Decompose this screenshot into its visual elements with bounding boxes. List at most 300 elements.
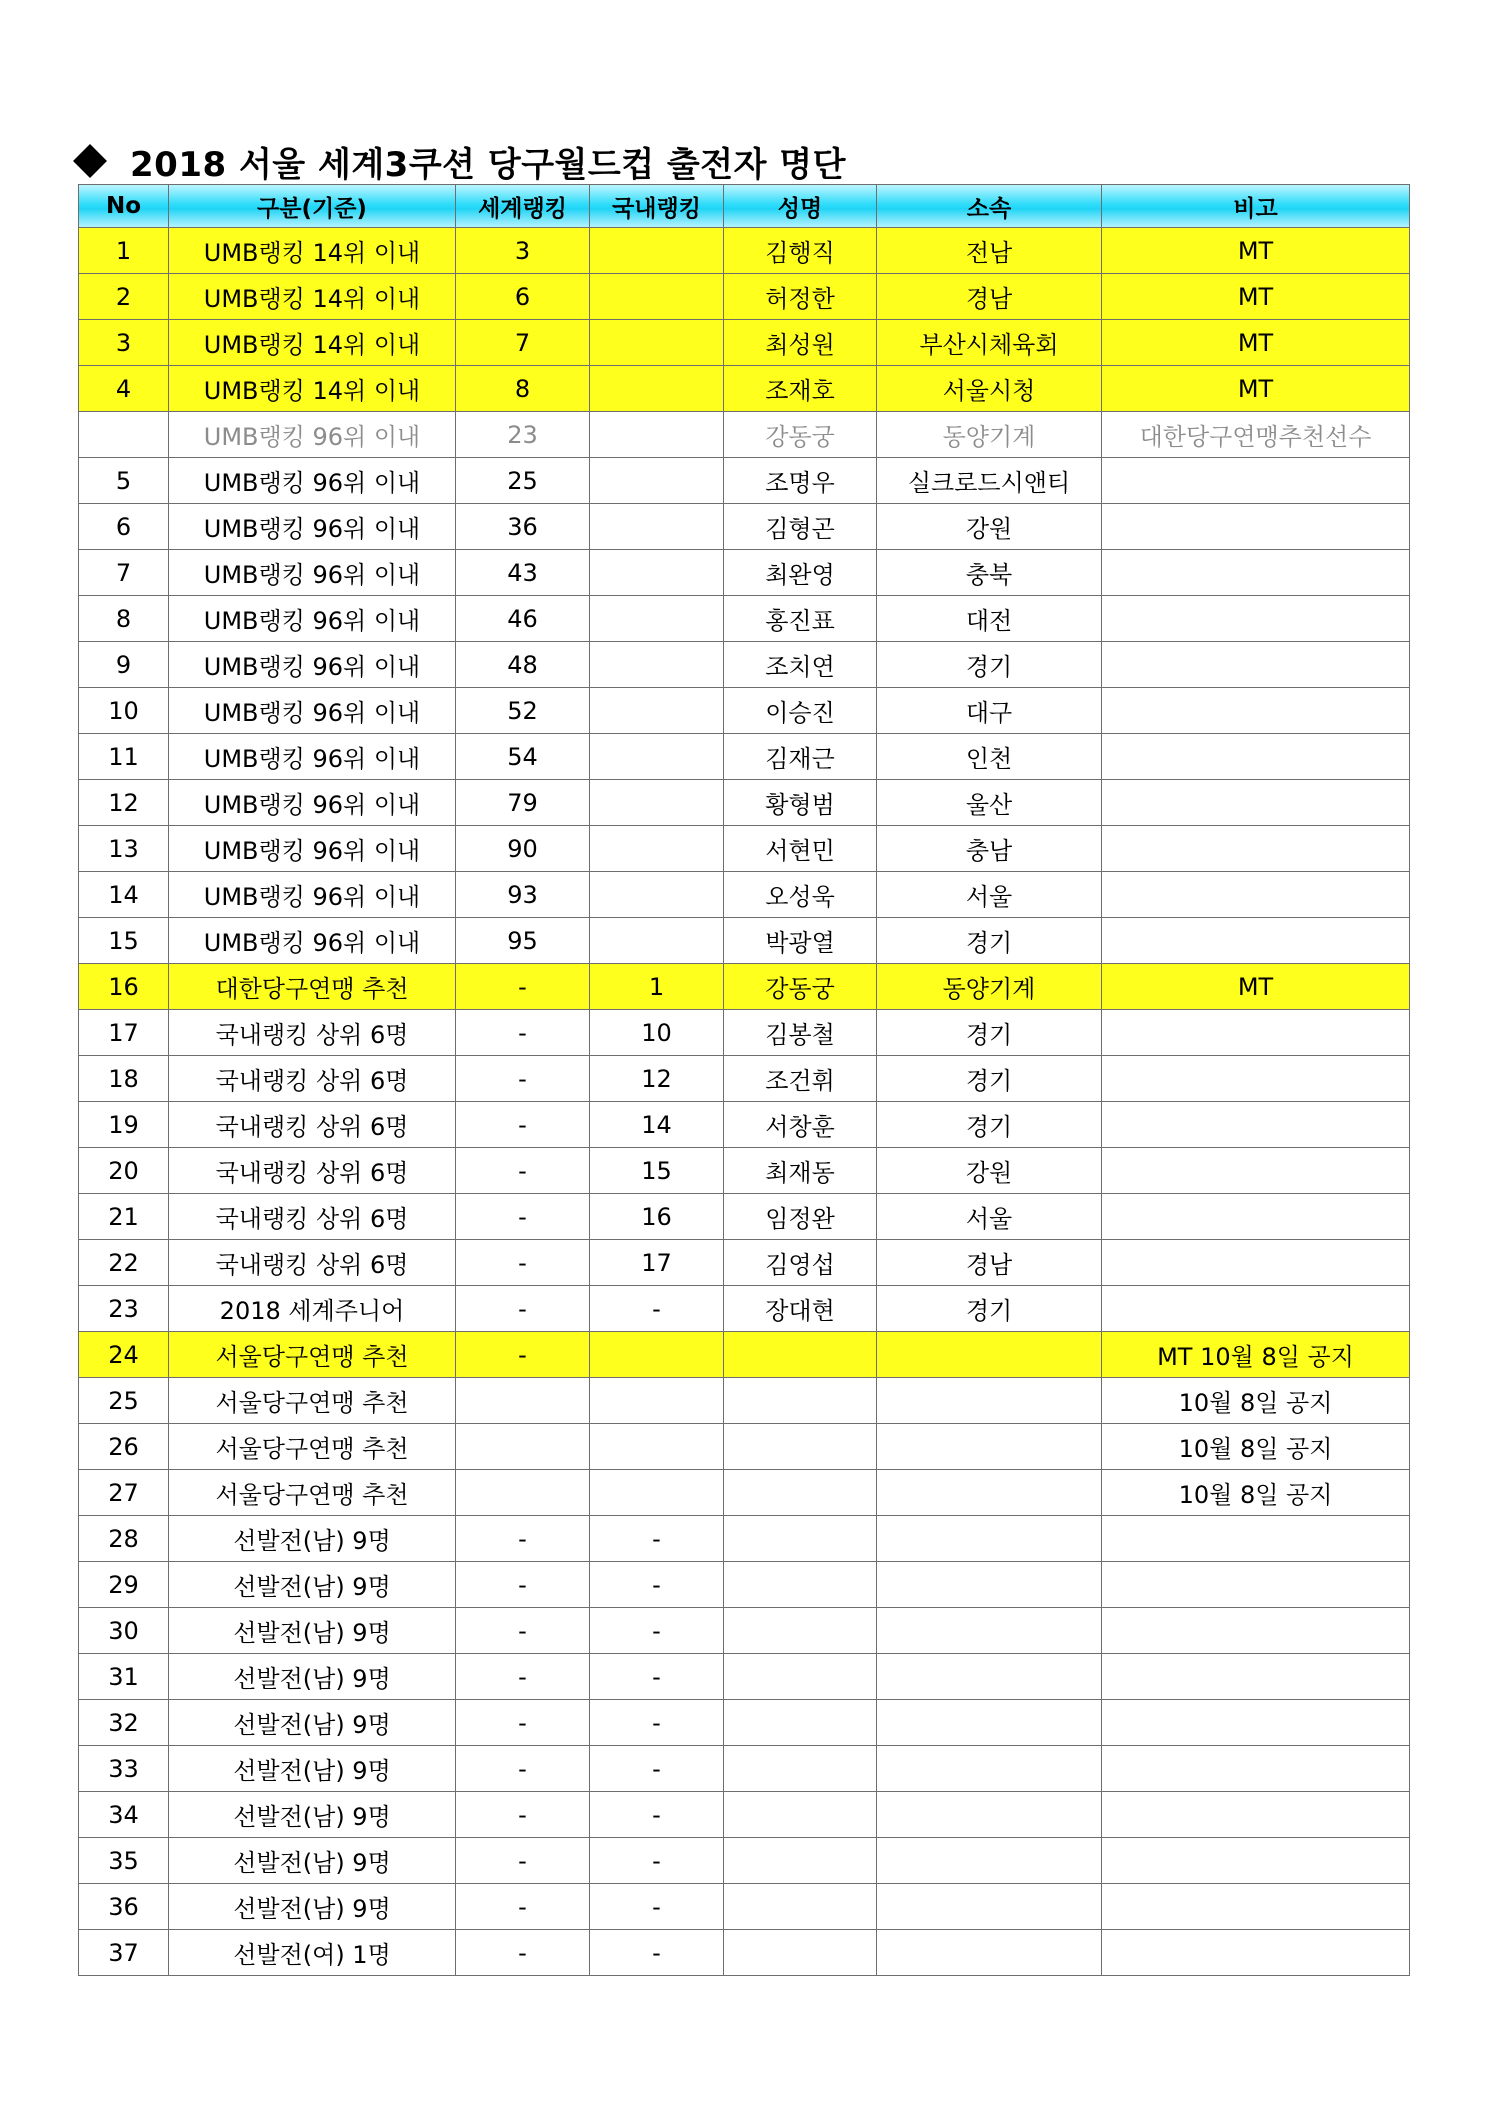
cell-no: 12 (79, 780, 169, 826)
cell-note (1102, 1562, 1410, 1608)
cell-world-rank: - (456, 1608, 590, 1654)
cell-no: 6 (79, 504, 169, 550)
cell-no: 31 (79, 1654, 169, 1700)
cell-national-rank (590, 228, 724, 274)
cell-note: 대한당구연맹추천선수 (1102, 412, 1410, 458)
cell-name: 오성욱 (724, 872, 877, 918)
cell-national-rank (590, 458, 724, 504)
cell-category: UMB랭킹 96위 이내 (169, 780, 456, 826)
col-header-national-rank: 국내랭킹 (590, 185, 724, 228)
cell-name: 서창훈 (724, 1102, 877, 1148)
cell-world-rank: 43 (456, 550, 590, 596)
cell-no: 26 (79, 1424, 169, 1470)
cell-name: 장대현 (724, 1286, 877, 1332)
cell-world-rank: 95 (456, 918, 590, 964)
cell-category: 서울당구연맹 추천 (169, 1332, 456, 1378)
table-row (79, 1102, 1410, 1148)
col-header-name: 성명 (724, 185, 877, 228)
cell-no: 23 (79, 1286, 169, 1332)
cell-club: 경기 (877, 918, 1102, 964)
cell-club (877, 1608, 1102, 1654)
cell-national-rank (590, 596, 724, 642)
cell-club: 동양기계 (877, 964, 1102, 1010)
cell-national-rank (590, 274, 724, 320)
cell-category: 선발전(남) 9명 (169, 1562, 456, 1608)
cell-world-rank: - (456, 1332, 590, 1378)
cell-category: UMB랭킹 14위 이내 (169, 228, 456, 274)
cell-world-rank: - (456, 1838, 590, 1884)
cell-name (724, 1424, 877, 1470)
cell-note (1102, 1792, 1410, 1838)
table-row (79, 412, 1410, 458)
cell-club: 대전 (877, 596, 1102, 642)
cell-no: 9 (79, 642, 169, 688)
cell-national-rank (590, 872, 724, 918)
cell-no: 4 (79, 366, 169, 412)
cell-name: 홍진표 (724, 596, 877, 642)
cell-category: 선발전(남) 9명 (169, 1884, 456, 1930)
cell-category: UMB랭킹 96위 이내 (169, 550, 456, 596)
cell-name (724, 1792, 877, 1838)
cell-world-rank: - (456, 1930, 590, 1976)
cell-category: 서울당구연맹 추천 (169, 1378, 456, 1424)
cell-note (1102, 1194, 1410, 1240)
cell-world-rank: 25 (456, 458, 590, 504)
cell-category: 선발전(여) 1명 (169, 1930, 456, 1976)
cell-category: 국내랭킹 상위 6명 (169, 1148, 456, 1194)
cell-world-rank (456, 1424, 590, 1470)
cell-name: 최성원 (724, 320, 877, 366)
cell-category: 선발전(남) 9명 (169, 1746, 456, 1792)
cell-club: 경남 (877, 1240, 1102, 1286)
table-row (79, 1516, 1410, 1562)
cell-club (877, 1884, 1102, 1930)
cell-no: 33 (79, 1746, 169, 1792)
cell-national-rank: - (590, 1286, 724, 1332)
cell-world-rank: - (456, 1102, 590, 1148)
cell-no: 22 (79, 1240, 169, 1286)
cell-name (724, 1884, 877, 1930)
cell-no (79, 412, 169, 458)
cell-category: 선발전(남) 9명 (169, 1654, 456, 1700)
cell-category: UMB랭킹 14위 이내 (169, 366, 456, 412)
cell-national-rank (590, 504, 724, 550)
cell-club (877, 1654, 1102, 1700)
cell-no: 24 (79, 1332, 169, 1378)
cell-no: 1 (79, 228, 169, 274)
cell-national-rank (590, 826, 724, 872)
table-row (79, 1286, 1410, 1332)
table-row (79, 1884, 1410, 1930)
table-row (79, 458, 1410, 504)
cell-no: 34 (79, 1792, 169, 1838)
cell-category: UMB랭킹 14위 이내 (169, 320, 456, 366)
col-header-note: 비고 (1102, 185, 1410, 228)
cell-no: 18 (79, 1056, 169, 1102)
cell-category: UMB랭킹 96위 이내 (169, 412, 456, 458)
table-row (79, 1930, 1410, 1976)
cell-national-rank: 14 (590, 1102, 724, 1148)
cell-note: MT (1102, 964, 1410, 1010)
cell-note (1102, 1240, 1410, 1286)
cell-name: 서현민 (724, 826, 877, 872)
cell-club (877, 1470, 1102, 1516)
cell-world-rank: - (456, 1010, 590, 1056)
cell-name (724, 1700, 877, 1746)
cell-category: UMB랭킹 96위 이내 (169, 596, 456, 642)
cell-note (1102, 1516, 1410, 1562)
cell-category: UMB랭킹 96위 이내 (169, 872, 456, 918)
cell-club: 강원 (877, 504, 1102, 550)
cell-world-rank: 3 (456, 228, 590, 274)
cell-note: MT 10월 8일 공지 (1102, 1332, 1410, 1378)
cell-category: 2018 세계주니어 (169, 1286, 456, 1332)
cell-no: 5 (79, 458, 169, 504)
cell-national-rank (590, 1424, 724, 1470)
cell-name (724, 1930, 877, 1976)
cell-club (877, 1700, 1102, 1746)
cell-club: 울산 (877, 780, 1102, 826)
cell-club: 대구 (877, 688, 1102, 734)
cell-note (1102, 1700, 1410, 1746)
cell-category: 국내랭킹 상위 6명 (169, 1056, 456, 1102)
cell-note (1102, 1884, 1410, 1930)
table-row (79, 780, 1410, 826)
cell-category: 국내랭킹 상위 6명 (169, 1194, 456, 1240)
table-row (79, 1562, 1410, 1608)
cell-name: 김행직 (724, 228, 877, 274)
table-header-row (79, 185, 1410, 228)
cell-world-rank: 23 (456, 412, 590, 458)
cell-world-rank: 48 (456, 642, 590, 688)
cell-world-rank: - (456, 1148, 590, 1194)
cell-no: 37 (79, 1930, 169, 1976)
cell-no: 28 (79, 1516, 169, 1562)
cell-note (1102, 550, 1410, 596)
cell-no: 10 (79, 688, 169, 734)
cell-club (877, 1562, 1102, 1608)
cell-world-rank: - (456, 1240, 590, 1286)
cell-national-rank (590, 366, 724, 412)
col-header-no: No (79, 185, 169, 228)
table-row (79, 642, 1410, 688)
cell-club: 경기 (877, 1102, 1102, 1148)
cell-club: 인천 (877, 734, 1102, 780)
cell-world-rank: 36 (456, 504, 590, 550)
table-row (79, 688, 1410, 734)
table-row (79, 1608, 1410, 1654)
cell-category: 선발전(남) 9명 (169, 1608, 456, 1654)
cell-national-rank (590, 412, 724, 458)
cell-category: UMB랭킹 96위 이내 (169, 642, 456, 688)
cell-category: 서울당구연맹 추천 (169, 1470, 456, 1516)
cell-note (1102, 1608, 1410, 1654)
cell-no: 32 (79, 1700, 169, 1746)
cell-name: 최재동 (724, 1148, 877, 1194)
cell-note (1102, 1286, 1410, 1332)
cell-category: UMB랭킹 14위 이내 (169, 274, 456, 320)
cell-name: 조명우 (724, 458, 877, 504)
cell-category: UMB랭킹 96위 이내 (169, 688, 456, 734)
cell-national-rank: 16 (590, 1194, 724, 1240)
cell-club (877, 1930, 1102, 1976)
cell-note (1102, 918, 1410, 964)
table-row (79, 1194, 1410, 1240)
cell-note: MT (1102, 274, 1410, 320)
cell-name (724, 1654, 877, 1700)
cell-note (1102, 1746, 1410, 1792)
cell-no: 2 (79, 274, 169, 320)
cell-national-rank (590, 1332, 724, 1378)
cell-national-rank (590, 688, 724, 734)
cell-name: 황형범 (724, 780, 877, 826)
roster-table (78, 184, 1410, 1976)
cell-club: 충북 (877, 550, 1102, 596)
table-row (79, 550, 1410, 596)
cell-name: 임정완 (724, 1194, 877, 1240)
table-row (79, 1240, 1410, 1286)
cell-name: 이승진 (724, 688, 877, 734)
cell-name: 김봉철 (724, 1010, 877, 1056)
cell-club (877, 1792, 1102, 1838)
cell-club: 부산시체육회 (877, 320, 1102, 366)
cell-no: 7 (79, 550, 169, 596)
cell-name: 조재호 (724, 366, 877, 412)
cell-world-rank: - (456, 1884, 590, 1930)
cell-club: 경기 (877, 1010, 1102, 1056)
table-row (79, 320, 1410, 366)
cell-name (724, 1608, 877, 1654)
cell-national-rank: - (590, 1562, 724, 1608)
cell-note (1102, 1102, 1410, 1148)
cell-note (1102, 642, 1410, 688)
cell-club (877, 1746, 1102, 1792)
cell-no: 20 (79, 1148, 169, 1194)
cell-national-rank (590, 550, 724, 596)
cell-note: MT (1102, 228, 1410, 274)
cell-world-rank: - (456, 1286, 590, 1332)
cell-name (724, 1378, 877, 1424)
cell-name: 조건휘 (724, 1056, 877, 1102)
table-row (79, 274, 1410, 320)
cell-world-rank: 90 (456, 826, 590, 872)
cell-no: 27 (79, 1470, 169, 1516)
table-row (79, 1148, 1410, 1194)
cell-club (877, 1378, 1102, 1424)
cell-no: 15 (79, 918, 169, 964)
table-row (79, 872, 1410, 918)
cell-category: 서울당구연맹 추천 (169, 1424, 456, 1470)
cell-club: 충남 (877, 826, 1102, 872)
cell-no: 8 (79, 596, 169, 642)
table-row (79, 1010, 1410, 1056)
cell-national-rank: - (590, 1746, 724, 1792)
cell-club: 강원 (877, 1148, 1102, 1194)
cell-category: UMB랭킹 96위 이내 (169, 734, 456, 780)
page-title-text: 2018 서울 세계3쿠션 당구월드컵 출전자 명단 (130, 144, 846, 185)
cell-note (1102, 1148, 1410, 1194)
cell-national-rank (590, 780, 724, 826)
cell-note (1102, 780, 1410, 826)
cell-national-rank: - (590, 1608, 724, 1654)
cell-note (1102, 1056, 1410, 1102)
cell-category: UMB랭킹 96위 이내 (169, 504, 456, 550)
cell-note (1102, 596, 1410, 642)
cell-world-rank (456, 1470, 590, 1516)
cell-note (1102, 872, 1410, 918)
cell-club: 실크로드시앤티 (877, 458, 1102, 504)
cell-world-rank: 8 (456, 366, 590, 412)
cell-world-rank: - (456, 1056, 590, 1102)
cell-name: 강동궁 (724, 964, 877, 1010)
cell-world-rank: 7 (456, 320, 590, 366)
cell-no: 35 (79, 1838, 169, 1884)
cell-no: 14 (79, 872, 169, 918)
cell-national-rank (590, 1470, 724, 1516)
table-row (79, 366, 1410, 412)
col-header-category: 구분(기준) (169, 185, 456, 228)
cell-national-rank: 17 (590, 1240, 724, 1286)
cell-club: 경기 (877, 1286, 1102, 1332)
cell-world-rank: 79 (456, 780, 590, 826)
cell-national-rank: - (590, 1516, 724, 1562)
cell-note (1102, 458, 1410, 504)
cell-note (1102, 826, 1410, 872)
cell-world-rank: - (456, 1700, 590, 1746)
cell-world-rank: 52 (456, 688, 590, 734)
cell-category: UMB랭킹 96위 이내 (169, 918, 456, 964)
cell-name: 김재근 (724, 734, 877, 780)
cell-national-rank: - (590, 1654, 724, 1700)
cell-no: 17 (79, 1010, 169, 1056)
table-row (79, 734, 1410, 780)
cell-national-rank: 10 (590, 1010, 724, 1056)
cell-national-rank: - (590, 1700, 724, 1746)
cell-category: 국내랭킹 상위 6명 (169, 1102, 456, 1148)
cell-world-rank: - (456, 964, 590, 1010)
cell-name: 허정한 (724, 274, 877, 320)
table-row (79, 1654, 1410, 1700)
cell-name (724, 1838, 877, 1884)
cell-note: 10월 8일 공지 (1102, 1378, 1410, 1424)
table-row (79, 1470, 1410, 1516)
cell-no: 30 (79, 1608, 169, 1654)
cell-category: 국내랭킹 상위 6명 (169, 1010, 456, 1056)
cell-name (724, 1562, 877, 1608)
cell-note (1102, 1010, 1410, 1056)
cell-club: 경남 (877, 274, 1102, 320)
cell-name (724, 1470, 877, 1516)
cell-name (724, 1516, 877, 1562)
cell-note: 10월 8일 공지 (1102, 1424, 1410, 1470)
cell-national-rank: - (590, 1792, 724, 1838)
cell-world-rank: 46 (456, 596, 590, 642)
cell-world-rank: - (456, 1562, 590, 1608)
cell-category: UMB랭킹 96위 이내 (169, 458, 456, 504)
cell-note: MT (1102, 366, 1410, 412)
table-row (79, 1424, 1410, 1470)
cell-world-rank: - (456, 1516, 590, 1562)
cell-national-rank (590, 1378, 724, 1424)
cell-world-rank: - (456, 1654, 590, 1700)
cell-national-rank: - (590, 1884, 724, 1930)
cell-club: 경기 (877, 1056, 1102, 1102)
cell-no: 29 (79, 1562, 169, 1608)
cell-category: 국내랭킹 상위 6명 (169, 1240, 456, 1286)
cell-club: 서울시청 (877, 366, 1102, 412)
page-title (72, 136, 846, 186)
cell-club (877, 1424, 1102, 1470)
cell-national-rank: - (590, 1838, 724, 1884)
cell-world-rank: 54 (456, 734, 590, 780)
cell-world-rank: 93 (456, 872, 590, 918)
cell-note (1102, 688, 1410, 734)
col-header-world-rank: 세계랭킹 (456, 185, 590, 228)
table-row (79, 964, 1410, 1010)
cell-national-rank: 15 (590, 1148, 724, 1194)
cell-category: 선발전(남) 9명 (169, 1838, 456, 1884)
cell-name (724, 1332, 877, 1378)
cell-national-rank: - (590, 1930, 724, 1976)
cell-club: 서울 (877, 1194, 1102, 1240)
cell-national-rank (590, 734, 724, 780)
cell-note (1102, 1930, 1410, 1976)
col-header-club: 소속 (877, 185, 1102, 228)
diamond-icon (73, 144, 107, 178)
cell-name: 강동궁 (724, 412, 877, 458)
table-row (79, 1332, 1410, 1378)
cell-no: 16 (79, 964, 169, 1010)
cell-national-rank (590, 320, 724, 366)
cell-club: 경기 (877, 642, 1102, 688)
cell-club: 서울 (877, 872, 1102, 918)
cell-national-rank (590, 918, 724, 964)
table-row (79, 1792, 1410, 1838)
cell-world-rank: - (456, 1746, 590, 1792)
cell-no: 13 (79, 826, 169, 872)
table-row (79, 1838, 1410, 1884)
cell-club (877, 1332, 1102, 1378)
cell-name: 김영섭 (724, 1240, 877, 1286)
cell-name: 김형곤 (724, 504, 877, 550)
cell-note: 10월 8일 공지 (1102, 1470, 1410, 1516)
cell-category: 대한당구연맹 추천 (169, 964, 456, 1010)
table-row (79, 918, 1410, 964)
cell-national-rank (590, 642, 724, 688)
cell-national-rank: 1 (590, 964, 724, 1010)
cell-no: 19 (79, 1102, 169, 1148)
cell-note (1102, 504, 1410, 550)
table-row (79, 228, 1410, 274)
cell-note (1102, 1654, 1410, 1700)
cell-no: 36 (79, 1884, 169, 1930)
cell-world-rank: 6 (456, 274, 590, 320)
cell-club: 전남 (877, 228, 1102, 274)
table-row (79, 1056, 1410, 1102)
cell-national-rank: 12 (590, 1056, 724, 1102)
cell-no: 21 (79, 1194, 169, 1240)
cell-name: 조치연 (724, 642, 877, 688)
cell-club (877, 1516, 1102, 1562)
cell-category: 선발전(남) 9명 (169, 1516, 456, 1562)
cell-no: 11 (79, 734, 169, 780)
cell-no: 25 (79, 1378, 169, 1424)
cell-note (1102, 1838, 1410, 1884)
cell-category: 선발전(남) 9명 (169, 1792, 456, 1838)
table-row (79, 1700, 1410, 1746)
cell-world-rank: - (456, 1792, 590, 1838)
cell-category: 선발전(남) 9명 (169, 1700, 456, 1746)
